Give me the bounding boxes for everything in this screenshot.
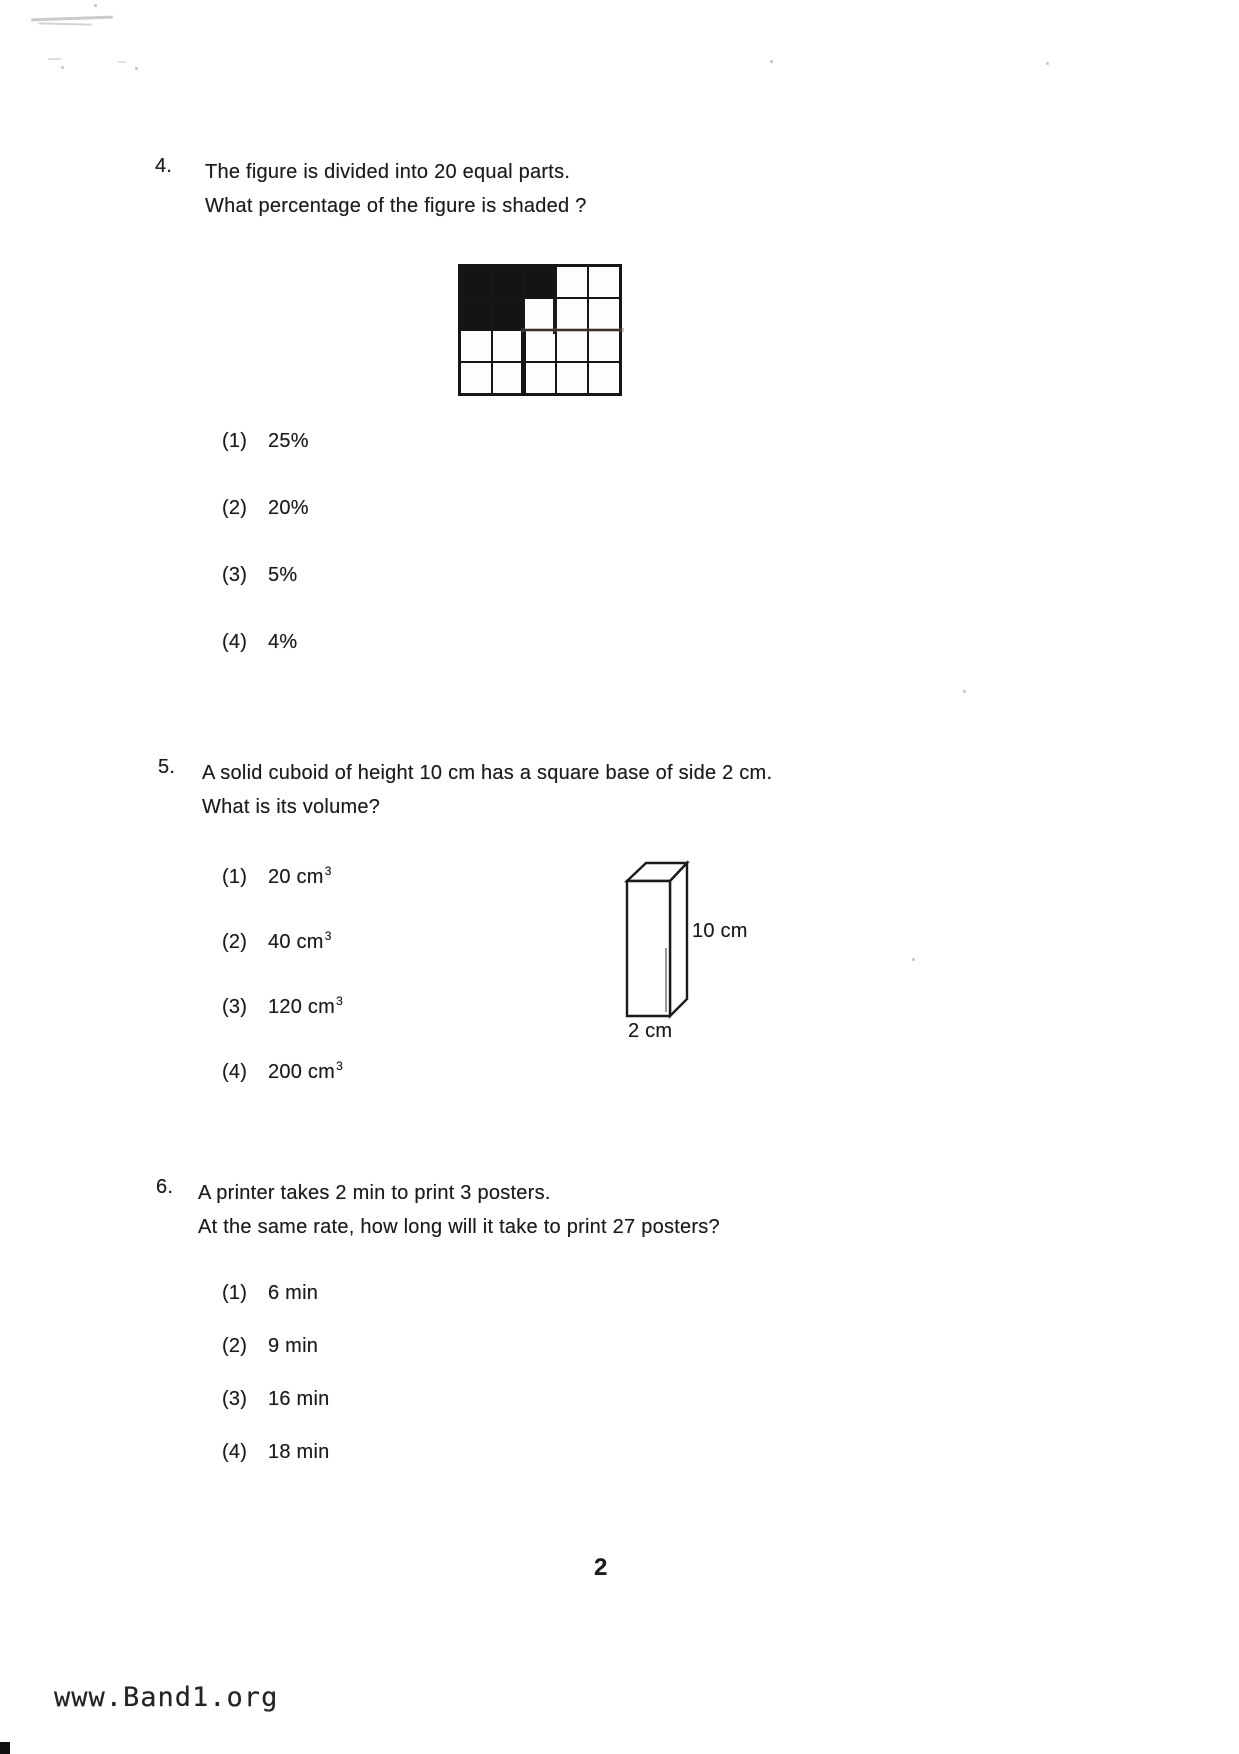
option-value: 200 $cm^3$	[268, 1059, 344, 1083]
scan-smudge	[38, 22, 92, 25]
grid-cell	[493, 363, 523, 393]
option-superscript: 3	[324, 929, 332, 944]
question-5-options	[222, 866, 343, 1126]
scan-speck	[912, 958, 915, 961]
option-label: (4)	[222, 631, 248, 653]
question-6-text	[198, 1176, 720, 1244]
option-value: 9 min	[268, 1335, 319, 1357]
cuboid-svg	[598, 852, 768, 1037]
grid-cell-shaded	[525, 267, 555, 297]
option-row	[222, 497, 309, 520]
cuboid-front-face	[627, 881, 670, 1016]
option-value: 25%	[268, 430, 309, 452]
option-row	[222, 1061, 343, 1084]
option-row	[222, 1441, 330, 1464]
question-5-line-2: What is its volume?	[202, 796, 381, 818]
scan-corner-mark	[0, 1742, 10, 1754]
question-5-text	[202, 756, 772, 824]
option-label: (2)	[222, 497, 248, 519]
grid-smear-artifact	[521, 328, 624, 332]
option-superscript: 3	[324, 864, 332, 879]
option-label: (4)	[222, 1441, 248, 1463]
grid-cell	[589, 331, 619, 361]
grid-cell	[525, 299, 555, 329]
option-value: 20 $cm^3$	[268, 864, 332, 888]
option-label: (1)	[222, 430, 248, 452]
page-number: 2	[594, 1554, 608, 1581]
grid-cell	[557, 299, 587, 329]
option-row	[222, 1335, 330, 1358]
grid-cell-shaded	[461, 267, 491, 297]
question-4-text	[205, 155, 587, 223]
grid-cell	[525, 363, 555, 393]
grid-cell	[461, 363, 491, 393]
grid-cell	[461, 331, 491, 361]
option-label: (1)	[222, 1282, 248, 1304]
question-6-line-1: A printer takes 2 min to print 3 posters.	[198, 1182, 551, 1204]
grid-line-artifact	[521, 331, 526, 396]
grid-cell	[525, 331, 555, 361]
question-4-options	[222, 430, 309, 698]
question-6-line-2: At the same rate, how long will it take to print 27 posters?	[198, 1216, 720, 1238]
grid-cell-shaded	[493, 267, 523, 297]
grid-cell-shaded	[461, 299, 491, 329]
question-6-number: 6.	[156, 1176, 174, 1198]
option-value: 6 min	[268, 1282, 319, 1304]
option-value: 20%	[268, 497, 309, 519]
option-value: 18 min	[268, 1441, 330, 1463]
option-row	[222, 631, 309, 654]
cuboid-right-face	[670, 863, 687, 1016]
cuboid-height-label: 10 cm	[692, 920, 748, 942]
question-5-number: 5.	[158, 756, 176, 778]
grid-cell	[557, 267, 587, 297]
question-4-line-2: What percentage of the figure is shaded ?	[205, 195, 587, 217]
option-label: (2)	[222, 1335, 248, 1357]
option-row	[222, 931, 343, 954]
scan-mark	[118, 61, 126, 63]
scan-speck	[135, 67, 138, 70]
cuboid-base-label: 2 cm	[628, 1020, 673, 1042]
question-4-line-1: The figure is divided into 20 equal parts.	[205, 161, 571, 183]
grid-cell	[557, 331, 587, 361]
option-label: (2)	[222, 931, 248, 953]
scan-speck	[1046, 62, 1049, 65]
option-label: (3)	[222, 564, 248, 586]
cuboid-figure	[598, 852, 768, 1037]
option-row	[222, 564, 309, 587]
question-5-line-1: A solid cuboid of height 10 cm has a square base of side 2 cm.	[202, 762, 773, 784]
grid-cell-shaded	[493, 299, 523, 329]
question-4-number: 4.	[155, 155, 173, 177]
option-row	[222, 1282, 330, 1305]
grid-cell	[589, 267, 619, 297]
option-superscript: 3	[336, 1059, 344, 1074]
scan-speck	[94, 4, 97, 7]
option-row	[222, 430, 309, 453]
site-watermark: www.Band1.org	[54, 1682, 279, 1713]
scan-speck	[61, 66, 64, 69]
grid-cell	[589, 299, 619, 329]
option-label: (3)	[222, 1388, 248, 1410]
scan-speck	[963, 690, 966, 693]
option-value: 5%	[268, 564, 298, 586]
option-label: (3)	[222, 996, 248, 1018]
option-superscript: 3	[336, 994, 344, 1009]
option-value: 16 min	[268, 1388, 330, 1410]
scan-smudge	[31, 16, 113, 22]
option-row	[222, 1388, 330, 1411]
option-value: 120 $cm^3$	[268, 994, 344, 1018]
option-value: 4%	[268, 631, 298, 653]
option-value: 40 $cm^3$	[268, 929, 332, 953]
question-6-options	[222, 1282, 330, 1494]
option-label: (1)	[222, 866, 248, 888]
option-row	[222, 866, 343, 889]
scan-mark	[48, 58, 61, 60]
grid-cell	[589, 363, 619, 393]
grid-cell	[557, 363, 587, 393]
grid-cell	[493, 331, 523, 361]
option-row	[222, 996, 343, 1019]
option-label: (4)	[222, 1061, 248, 1083]
scan-speck	[770, 60, 773, 63]
